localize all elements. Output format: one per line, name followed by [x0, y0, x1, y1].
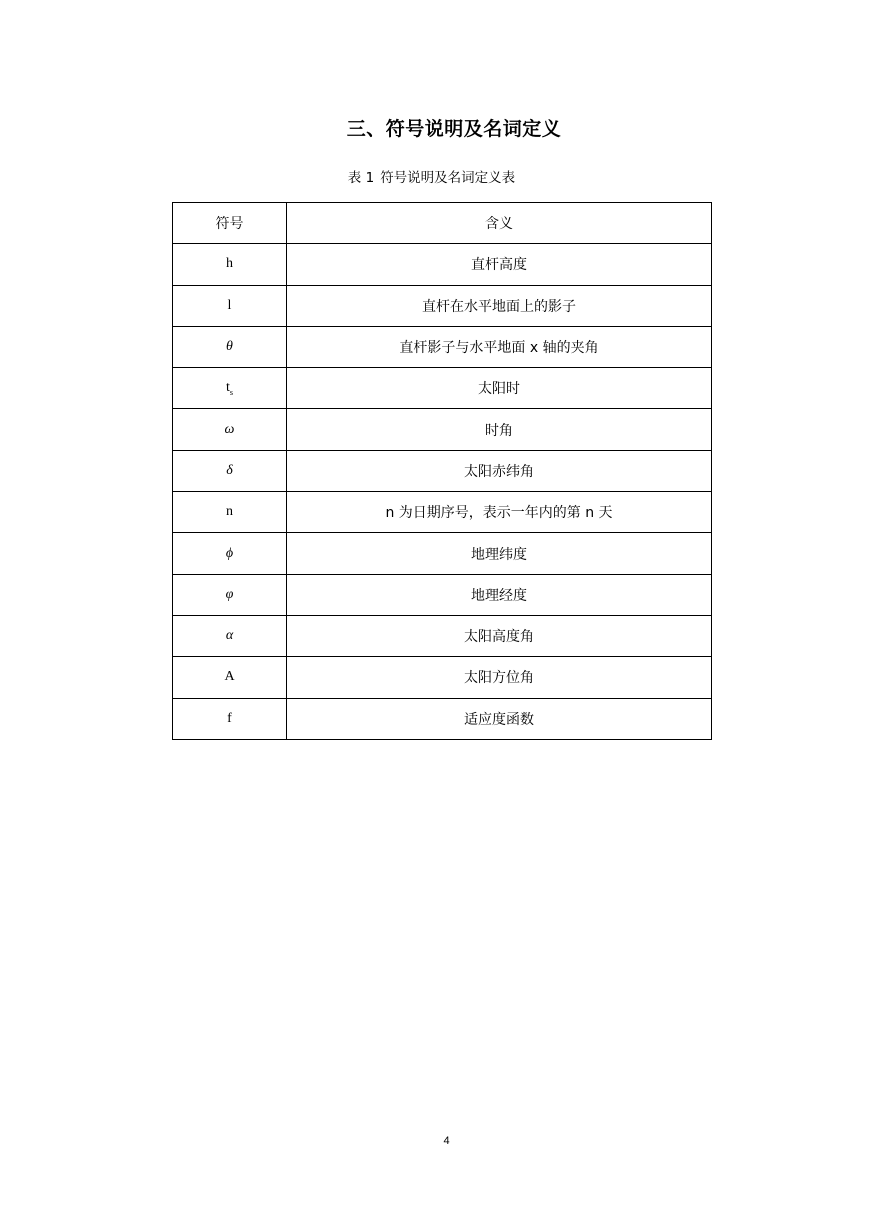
- table-row: [173, 492, 712, 533]
- symbol-cell: θ: [173, 326, 287, 367]
- table-caption-label: 表 1: [347, 170, 375, 186]
- header-meaning: 含义: [287, 203, 712, 244]
- meaning-cell: 地理经度: [287, 574, 712, 615]
- symbol-cell: α: [173, 615, 287, 656]
- header-symbol: 符号: [173, 203, 287, 244]
- page-number: 4: [443, 1135, 450, 1147]
- meaning-cell: 太阳赤纬角: [287, 450, 712, 491]
- symbol-base: t: [225, 379, 230, 395]
- table-row: [173, 285, 712, 326]
- meaning-cell: n 为日期序号，表示一年内的第 n 天: [287, 492, 712, 533]
- symbol-cell: l: [173, 285, 287, 326]
- table-caption: [0, 166, 869, 186]
- section-title: 三、符号说明及名词定义: [346, 118, 562, 140]
- symbol-table: [172, 202, 712, 740]
- table-caption-text: 符号说明及名词定义表: [380, 170, 516, 186]
- meaning-cell: 适应度函数: [287, 698, 712, 739]
- table-row: [173, 698, 712, 739]
- symbol-cell: [173, 368, 287, 409]
- symbol-cell: f: [173, 698, 287, 739]
- meaning-cell: 时角: [287, 409, 712, 450]
- symbol-cell: ω: [173, 409, 287, 450]
- symbol-cell: A: [173, 657, 287, 698]
- table-row: [173, 615, 712, 656]
- symbol-cell: φ: [173, 574, 287, 615]
- symbol-cell: ϕ: [173, 533, 287, 574]
- symbol-cell: n: [173, 492, 287, 533]
- meaning-cell: 太阳高度角: [287, 615, 712, 656]
- table-row: [173, 450, 712, 491]
- meaning-cell: 太阳时: [287, 368, 712, 409]
- meaning-cell: 直杆影子与水平地面 x 轴的夹角: [287, 326, 712, 367]
- table-row: [173, 409, 712, 450]
- meaning-cell: 直杆高度: [287, 244, 712, 285]
- table-header-row: [173, 203, 712, 244]
- table-row: [173, 657, 712, 698]
- meaning-cell: 太阳方位角: [287, 657, 712, 698]
- table-row: [173, 533, 712, 574]
- table-row: [173, 574, 712, 615]
- table-row: [173, 244, 712, 285]
- table-row: [173, 368, 712, 409]
- symbol-subscript: s: [229, 387, 233, 397]
- table-row: [173, 326, 712, 367]
- symbol-cell: h: [173, 244, 287, 285]
- symbol-cell: δ: [173, 450, 287, 491]
- meaning-cell: 直杆在水平地面上的影子: [287, 285, 712, 326]
- meaning-cell: 地理纬度: [287, 533, 712, 574]
